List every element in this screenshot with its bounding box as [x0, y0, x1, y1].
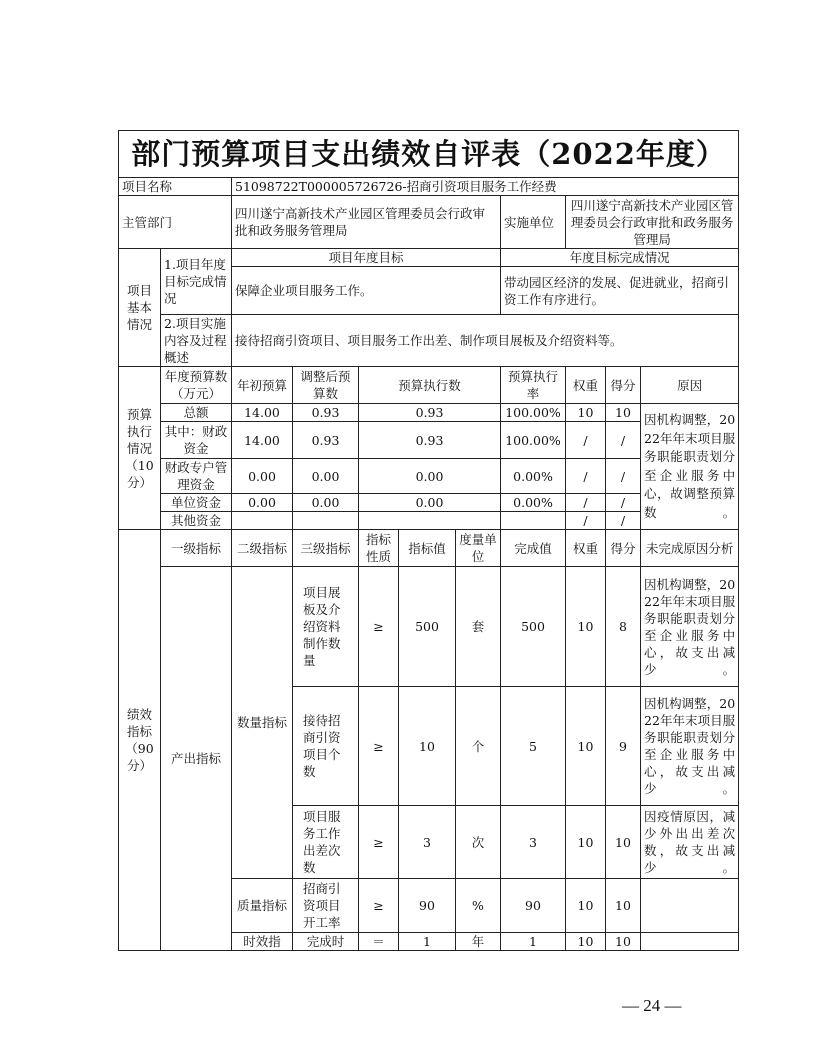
indicator-score: 10 — [606, 806, 641, 879]
budget-weight: 10 — [566, 404, 606, 422]
indicator-target: 90 — [399, 879, 456, 933]
indicator-target: 3 — [399, 806, 456, 879]
project-name-value: 51098722T000005726726-招商引资项目服务工作经费 — [232, 178, 739, 196]
budget-row — [119, 404, 739, 422]
indicator-nature: ≥ — [359, 879, 399, 933]
perf-header: 权重 — [566, 530, 606, 567]
indicator-unit: % — [456, 879, 501, 933]
indicator-name: 项目服务工作出差次数 — [293, 806, 359, 879]
impl-value: 四川遂宁高新技术产业园区管理委员会行政审批和政务服务管理局 — [566, 196, 739, 249]
budget-initial: 14.00 — [232, 422, 293, 459]
budget-initial: 14.00 — [232, 404, 293, 422]
budget-row-name: 其中：财政资金 — [161, 422, 232, 459]
budget-header: 原因 — [641, 367, 739, 404]
budget-executed — [359, 512, 501, 530]
budget-row-name: 其他资金 — [161, 512, 232, 530]
content-label: 2.项目实施内容及过程概述 — [161, 315, 232, 367]
indicator-unit: 年 — [456, 933, 501, 951]
perf-header: 三级指标 — [293, 530, 359, 567]
budget-adjusted: 0.00 — [293, 459, 359, 494]
perf-header: 得分 — [606, 530, 641, 567]
budget-score: / — [606, 459, 641, 494]
indicator-reason: 因疫情原因，减少外出出差次数，故支出减少。 — [641, 806, 739, 879]
budget-initial: 0.00 — [232, 459, 293, 494]
indicator-score: 10 — [606, 879, 641, 933]
indicator-name: 完成时 — [293, 933, 359, 951]
dept-value: 四川遂宁高新技术产业园区管理委员会行政审批和政务服务管理局 — [232, 196, 501, 249]
indicator-target: 500 — [399, 567, 456, 687]
budget-row-name: 总额 — [161, 404, 232, 422]
budget-executed: 0.93 — [359, 422, 501, 459]
indicator-name: 招商引资项目开工率 — [293, 879, 359, 933]
time-indicator: 时效指 — [232, 933, 293, 951]
budget-adjusted — [293, 512, 359, 530]
indicator-unit: 套 — [456, 567, 501, 687]
perf-header: 二级指标 — [232, 530, 293, 567]
budget-header: 年初预算 — [232, 367, 293, 404]
budget-weight: / — [566, 512, 606, 530]
budget-row-name: 单位资金 — [161, 494, 232, 512]
budget-header: 年度预算数（万元） — [161, 367, 232, 404]
perf-row — [119, 567, 739, 687]
dept-label: 主管部门 — [119, 196, 232, 249]
indicator-reason: 因机构调整，2022年年末项目服务职能职责划分至企业服务中心，故支出减少。 — [641, 687, 739, 806]
budget-adjusted: 0.93 — [293, 422, 359, 459]
budget-initial: 0.00 — [232, 494, 293, 512]
indicator-actual: 90 — [501, 879, 566, 933]
budget-section-label: 预算执行情况（10分） — [119, 367, 161, 530]
budget-adjusted: 0.93 — [293, 404, 359, 422]
indicator-actual: 5 — [501, 687, 566, 806]
budget-header: 权重 — [566, 367, 606, 404]
budget-header: 预算执行率 — [501, 367, 566, 404]
indicator-actual: 3 — [501, 806, 566, 879]
perf-header: 指标性质 — [359, 530, 399, 567]
indicator-nature: ≥ — [359, 567, 399, 687]
budget-reason: 因机构调整，2022年年末项目服务职能职责划分至企业服务中心，故调整预算数。 — [641, 404, 739, 530]
budget-score: / — [606, 512, 641, 530]
budget-weight: / — [566, 459, 606, 494]
indicator-weight: 10 — [566, 687, 606, 806]
budget-score: / — [606, 422, 641, 459]
budget-initial — [232, 512, 293, 530]
budget-rate: 100.00% — [501, 404, 566, 422]
indicator-weight: 10 — [566, 806, 606, 879]
perf-header: 完成值 — [501, 530, 566, 567]
budget-score: / — [606, 494, 641, 512]
indicator-actual: 1 — [501, 933, 566, 951]
goal-value: 保障企业项目服务工作。 — [232, 267, 501, 315]
budget-rate: 100.00% — [501, 422, 566, 459]
budget-rate: 0.00% — [501, 459, 566, 494]
indicator-score: 10 — [606, 933, 641, 951]
impl-label: 实施单位 — [501, 196, 566, 249]
indicator-target: 1 — [399, 933, 456, 951]
indicator-reason — [641, 879, 739, 933]
perf-header: 未完成原因分析 — [641, 530, 739, 567]
indicator-nature: ≥ — [359, 806, 399, 879]
perf-header: 一级指标 — [161, 530, 232, 567]
indicator-reason — [641, 933, 739, 951]
budget-adjusted: 0.00 — [293, 494, 359, 512]
indicator-unit: 次 — [456, 806, 501, 879]
indicator-nature: ≥ — [359, 687, 399, 806]
budget-executed: 0.93 — [359, 404, 501, 422]
perf-header: 度量单位 — [456, 530, 501, 567]
indicator-weight: 10 — [566, 567, 606, 687]
indicator-actual: 500 — [501, 567, 566, 687]
content-value: 接待招商引资项目、项目服务工作出差、制作项目展板及介绍资料等。 — [232, 315, 739, 367]
indicator-nature: ＝ — [359, 933, 399, 951]
done-value: 带动园区经济的发展、促进就业，招商引资工作有序进行。 — [501, 267, 739, 315]
basic-section-label: 项目基本情况 — [119, 249, 161, 367]
budget-weight: / — [566, 422, 606, 459]
done-header: 年度目标完成情况 — [501, 249, 739, 267]
indicator-name: 项目展板及介绍资料制作数量 — [293, 567, 359, 687]
quantity-indicator: 数量指标 — [232, 567, 293, 879]
budget-row-name: 财政专户管理资金 — [161, 459, 232, 494]
budget-score: 10 — [606, 404, 641, 422]
page-number: — 24 — — [622, 996, 682, 1015]
budget-header: 预算执行数 — [359, 367, 501, 404]
budget-rate — [501, 512, 566, 530]
quality-indicator: 质量指标 — [232, 879, 293, 933]
performance-section-label: 绩效指标（90分） — [119, 530, 161, 951]
indicator-name: 接待招商引资项目个数 — [293, 687, 359, 806]
budget-executed: 0.00 — [359, 459, 501, 494]
level1-indicator: 产出指标 — [161, 567, 232, 951]
goal-label: 1.项目年度目标完成情况 — [161, 249, 232, 315]
perf-header: 指标值 — [399, 530, 456, 567]
indicator-unit: 个 — [456, 687, 501, 806]
indicator-score: 8 — [606, 567, 641, 687]
budget-header: 调整后预算数 — [293, 367, 359, 404]
indicator-weight: 10 — [566, 933, 606, 951]
page-title: 部门预算项目支出绩效自评表（2022年度） — [119, 131, 739, 178]
budget-weight: / — [566, 494, 606, 512]
indicator-reason: 因机构调整，2022年年末项目服务职能职责划分至企业服务中心，故支出减少。 — [641, 567, 739, 687]
goal-header: 项目年度目标 — [232, 249, 501, 267]
indicator-score: 9 — [606, 687, 641, 806]
budget-header: 得分 — [606, 367, 641, 404]
indicator-target: 10 — [399, 687, 456, 806]
performance-self-evaluation-table — [118, 130, 739, 951]
project-name-label: 项目名称 — [119, 178, 232, 196]
indicator-weight: 10 — [566, 879, 606, 933]
budget-rate: 0.00% — [501, 494, 566, 512]
budget-executed: 0.00 — [359, 494, 501, 512]
